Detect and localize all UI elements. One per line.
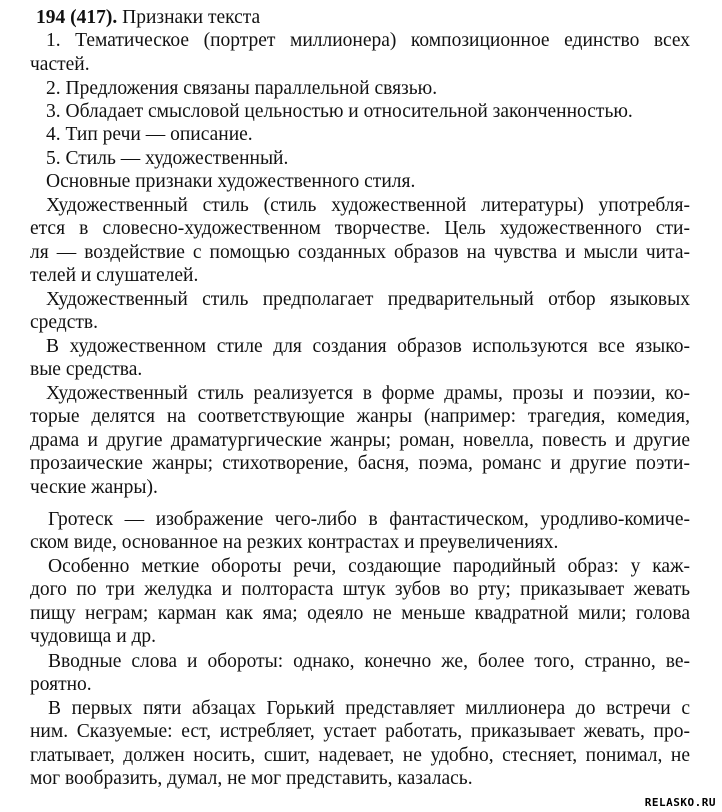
text-line: ском виде, основанное на резких контрастах и преувеличениях. [30,532,559,553]
text-line: дого по три желудка и полтораста штук зубов во рту; приказывает жевать [30,579,690,600]
text-line: В первых пяти абзацах Горький представляет миллионера до встречи с [48,698,690,719]
text-line: Гротеск — изображение чего-либо в фантастическом, уродливо-комиче- [48,509,690,530]
text-line: ется в словесно-художественном творчестве. Цель художественного сти- [30,218,690,239]
exercise-number: 194 (417). [36,7,118,28]
text-line: 5. Стиль — художественный. [46,148,289,169]
text-line: глатывает, должен носить, сшит, надевает, не удобно, стесняет, понимал, не [30,745,690,766]
text-line: 2. Предложения связаны параллельной связью. [46,78,438,99]
site-watermark: RELASKO.RU [644,796,716,809]
text-line: Художественный стиль предполагает предварительный отбор языковых [46,289,690,310]
text-line: ческие жанры). [30,477,158,498]
text-line: В художественном стиле для создания образов используются все языко- [46,336,690,357]
text-line: торые делятся на соответствующие жанры (например: трагедия, комедия, [30,406,690,427]
text-line: прозаические жанры; стихотворение, басня, поэма, романс и другие поэти- [30,453,690,474]
text-line: драма и другие драматургические жанры; роман, новелла, повесть и другие [30,430,690,451]
text-line: Основные признаки художественного стиля. [46,171,416,192]
text-line: роятно. [30,674,92,695]
text-line: 3. Обладает смысловой цельностью и относительной законченностью. [46,101,633,122]
exercise-header [36,6,336,30]
exercise-title: Признаки текста [122,7,261,28]
text-line: Вводные слова и обороты: однако, конечно же, более того, странно, ве- [48,651,690,672]
text-line: Особенно меткие обороты речи, создающие пародийный образ: у каж- [48,556,690,577]
text-line: вые средства. [30,359,143,380]
text-line: 1. Тематическое (портрет миллионера) композиционное единство всех [46,30,690,51]
text-line: Художественный стиль реализуется в форме драмы, прозы и поэзии, ко- [46,383,690,404]
text-line: чудовища и др. [30,626,157,647]
text-line: 4. Тип речи — описание. [46,124,253,145]
text-line: Художественный стиль (стиль художественной литературы) употребля- [46,195,690,216]
text-line: ним. Сказуемые: ест, истребляет, устает работать, приказывает жевать, про- [30,721,690,742]
text-line: частей. [30,54,90,75]
text-line: мог вообразить, думал, не мог представить, казалась. [30,768,473,789]
text-line: телей и слушателей. [30,265,199,286]
text-line: пищу неграм; карман как яма; одеяло не меньше квадратной мили; голова [30,603,690,624]
text-line: ля — воздействие с помощью созданных образов на чувства и мысли чита- [30,242,690,263]
text-line: средств. [30,312,98,333]
